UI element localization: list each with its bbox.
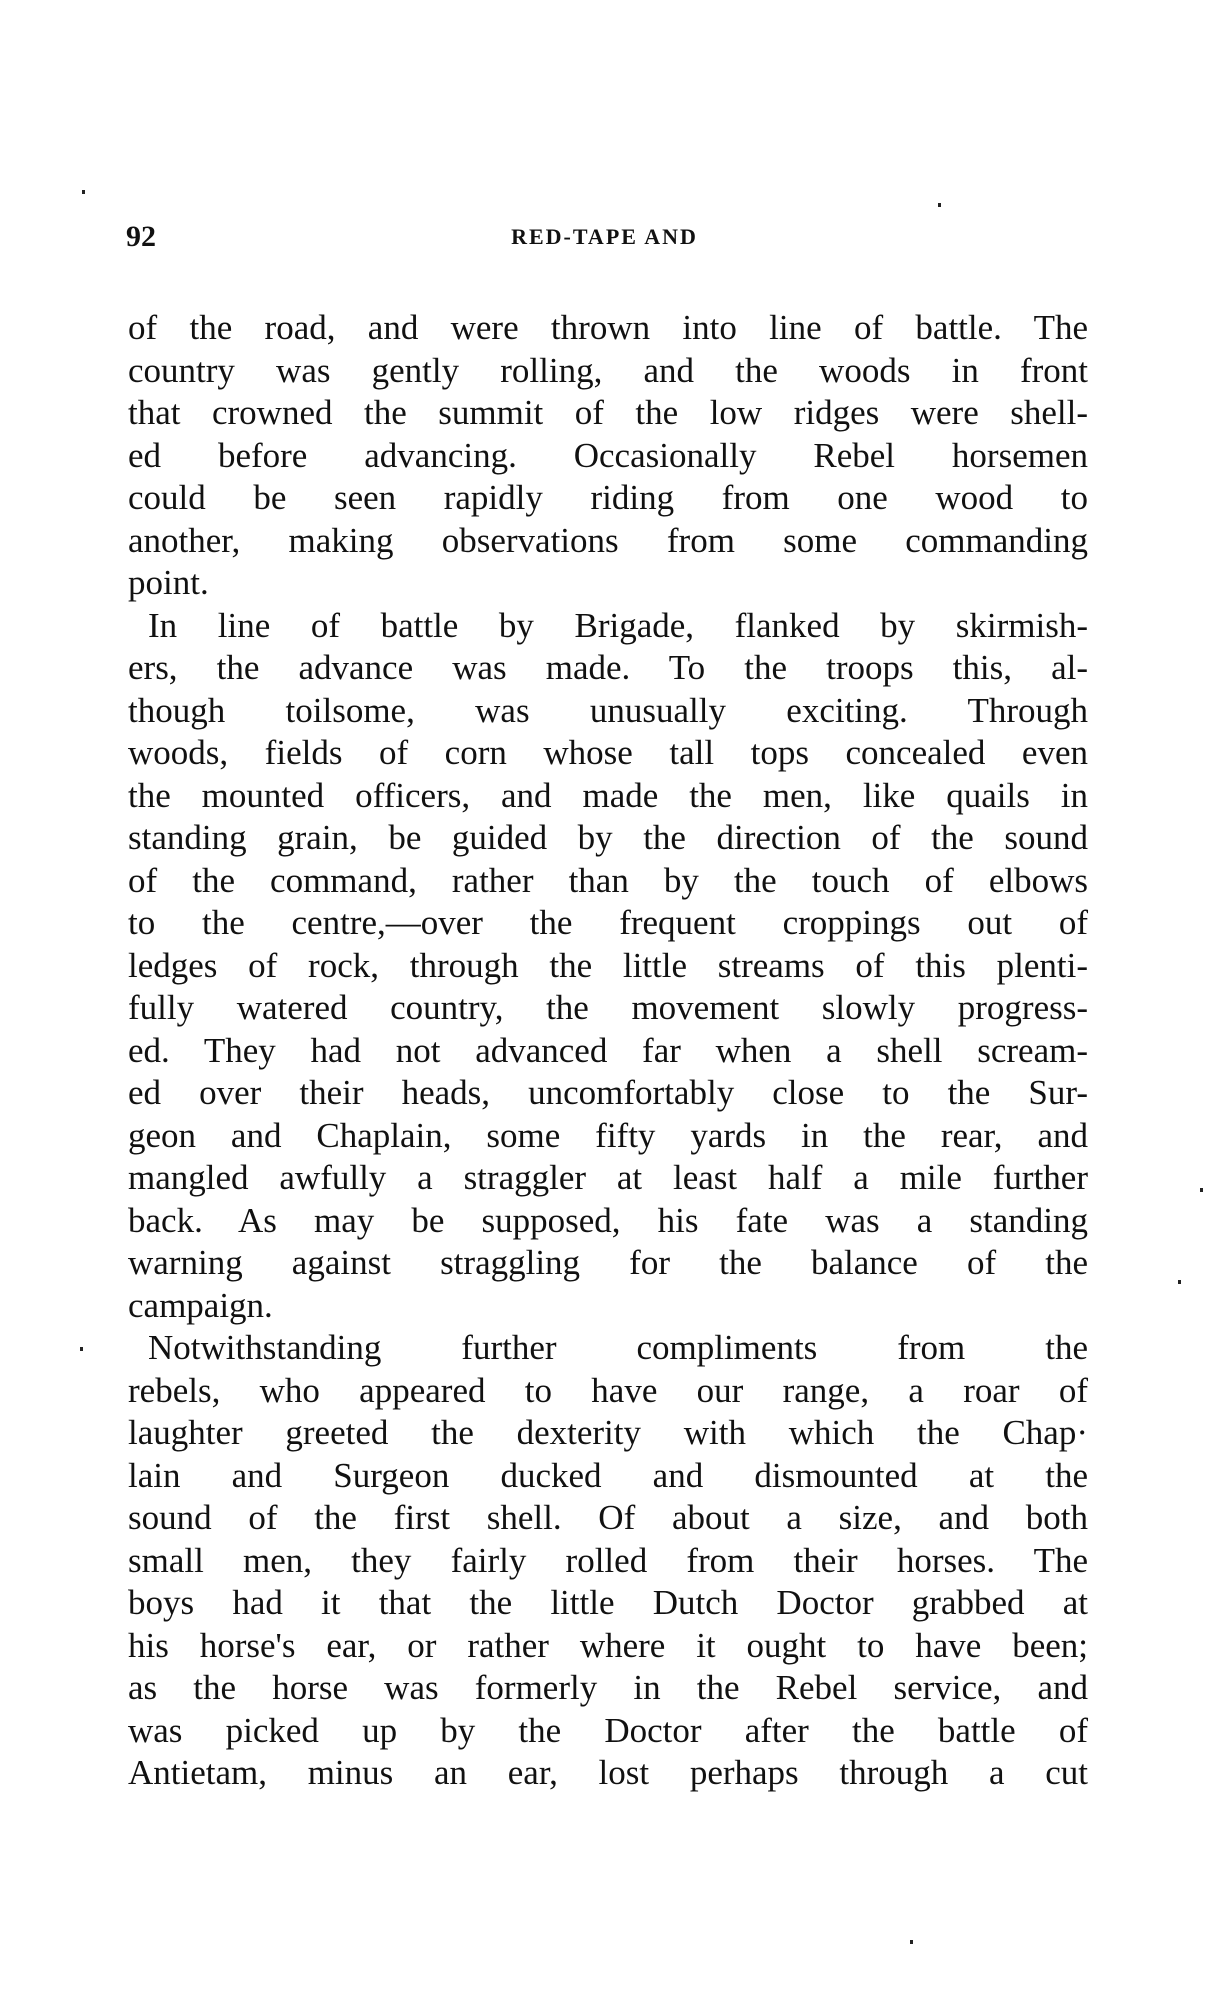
- text-line: [128, 1412, 1088, 1455]
- text-line-content: as the horse was formerly in the Rebel service, and: [128, 1668, 1088, 1707]
- text-line: [128, 1455, 1088, 1498]
- text-line: [128, 690, 1088, 733]
- text-line-content: In line of battle by Brigade, flanked by skirmish-: [148, 605, 1088, 645]
- text-line: [128, 1200, 1088, 1243]
- text-line: [128, 1625, 1088, 1668]
- text-line-content: country was gently rolling, and the woods in front: [128, 350, 1088, 390]
- text-line-content: that crowned the summit of the low ridges were shell-: [128, 393, 1088, 432]
- text-line: [128, 605, 1088, 648]
- text-line: [128, 562, 1088, 605]
- text-line-content: boys had it that the little Dutch Doctor grabbed at: [128, 1583, 1088, 1622]
- text-line: [128, 1115, 1088, 1158]
- text-line-content: was picked up by the Doctor after the battle of: [128, 1710, 1088, 1750]
- scan-speck: [82, 190, 85, 194]
- text-line-content: could be seen rapidly riding from one wood to: [128, 478, 1088, 517]
- text-line-content: ers, the advance was made. To the troops this, al-: [128, 648, 1088, 687]
- text-line: [128, 1710, 1088, 1753]
- text-line-content: of the command, rather than by the touch of elbows: [128, 860, 1088, 900]
- text-line-content: mangled awfully a straggler at least half a mile further: [128, 1158, 1088, 1197]
- text-line: [128, 987, 1088, 1030]
- text-line: [128, 1030, 1088, 1073]
- text-line-content: laughter greeted the dexterity with which the Chap·: [128, 1413, 1088, 1452]
- text-line-content: standing grain, be guided by the direction of the sound: [128, 818, 1088, 857]
- text-line: [128, 1242, 1088, 1285]
- text-line: [128, 817, 1088, 860]
- text-line: [128, 1157, 1088, 1200]
- text-line: [128, 647, 1088, 690]
- text-line-content: point.: [128, 563, 209, 602]
- text-line: [128, 775, 1088, 818]
- text-line: [128, 902, 1088, 945]
- text-line: [128, 1072, 1088, 1115]
- text-line-content: though toilsome, was unusually exciting. Through: [128, 690, 1088, 730]
- text-line-content: rebels, who appeared to have our range, a roar of: [128, 1370, 1088, 1410]
- text-line-content: his horse's ear, or rather where it ought to have been;: [128, 1625, 1088, 1665]
- text-line-content: ed. They had not advanced far when a shell scream-: [128, 1030, 1088, 1070]
- text-line: [128, 392, 1088, 435]
- text-line: [128, 1285, 1088, 1328]
- page-number: 92: [126, 220, 156, 253]
- text-line-content: to the centre,—over the frequent croppings out of: [128, 903, 1088, 942]
- text-line-content: Antietam, minus an ear, lost perhaps through a cut: [128, 1753, 1088, 1792]
- running-head-text: RED-TAPE AND: [511, 224, 698, 249]
- text-line: [128, 732, 1088, 775]
- text-line: [128, 945, 1088, 988]
- text-line: [128, 477, 1088, 520]
- text-line-content: the mounted officers, and made the men, like quails in: [128, 775, 1088, 815]
- text-line: [128, 1540, 1088, 1583]
- text-line: [128, 860, 1088, 903]
- text-line-content: small men, they fairly rolled from their horses. The: [128, 1540, 1088, 1580]
- text-line: [128, 435, 1088, 478]
- text-line-content: ed over their heads, uncomfortably close to the Sur-: [128, 1073, 1088, 1112]
- text-line: [128, 350, 1088, 393]
- text-line-content: of the road, and were thrown into line of battle. The: [128, 308, 1088, 347]
- scan-speck: [938, 203, 941, 207]
- text-line: [128, 1667, 1088, 1710]
- text-line: [128, 307, 1088, 350]
- text-line-content: fully watered country, the movement slowly progress-: [128, 988, 1088, 1027]
- scan-speck: [1178, 1280, 1181, 1284]
- text-line-content: back. As may be supposed, his fate was a standing: [128, 1200, 1088, 1240]
- text-line: [128, 1752, 1088, 1795]
- text-line-content: Notwithstanding further compliments from the: [148, 1328, 1088, 1367]
- text-line-content: geon and Chaplain, some fifty yards in the rear, and: [128, 1115, 1088, 1155]
- text-line-content: ledges of rock, through the little streams of this plenti-: [128, 945, 1088, 985]
- text-line-content: another, making observations from some commanding: [128, 520, 1088, 560]
- text-line: [128, 1370, 1088, 1413]
- text-line: [128, 1327, 1088, 1370]
- text-line-content: ed before advancing. Occasionally Rebel horsemen: [128, 435, 1088, 475]
- text-line: [128, 1582, 1088, 1625]
- text-line-content: sound of the first shell. Of about a size, and both: [128, 1498, 1088, 1537]
- text-line-content: warning against straggling for the balance of the: [128, 1243, 1088, 1282]
- text-line: [128, 1497, 1088, 1540]
- scan-speck: [1200, 1188, 1203, 1192]
- text-line-content: campaign.: [128, 1285, 273, 1325]
- running-head: [0, 224, 1209, 250]
- scan-speck: [80, 1347, 83, 1351]
- text-line: [128, 520, 1088, 563]
- body-text: [128, 307, 1088, 1795]
- text-line-content: lain and Surgeon ducked and dismounted at the: [128, 1455, 1088, 1495]
- scan-speck: [910, 1940, 913, 1944]
- text-line-content: woods, fields of corn whose tall tops concealed even: [128, 733, 1088, 772]
